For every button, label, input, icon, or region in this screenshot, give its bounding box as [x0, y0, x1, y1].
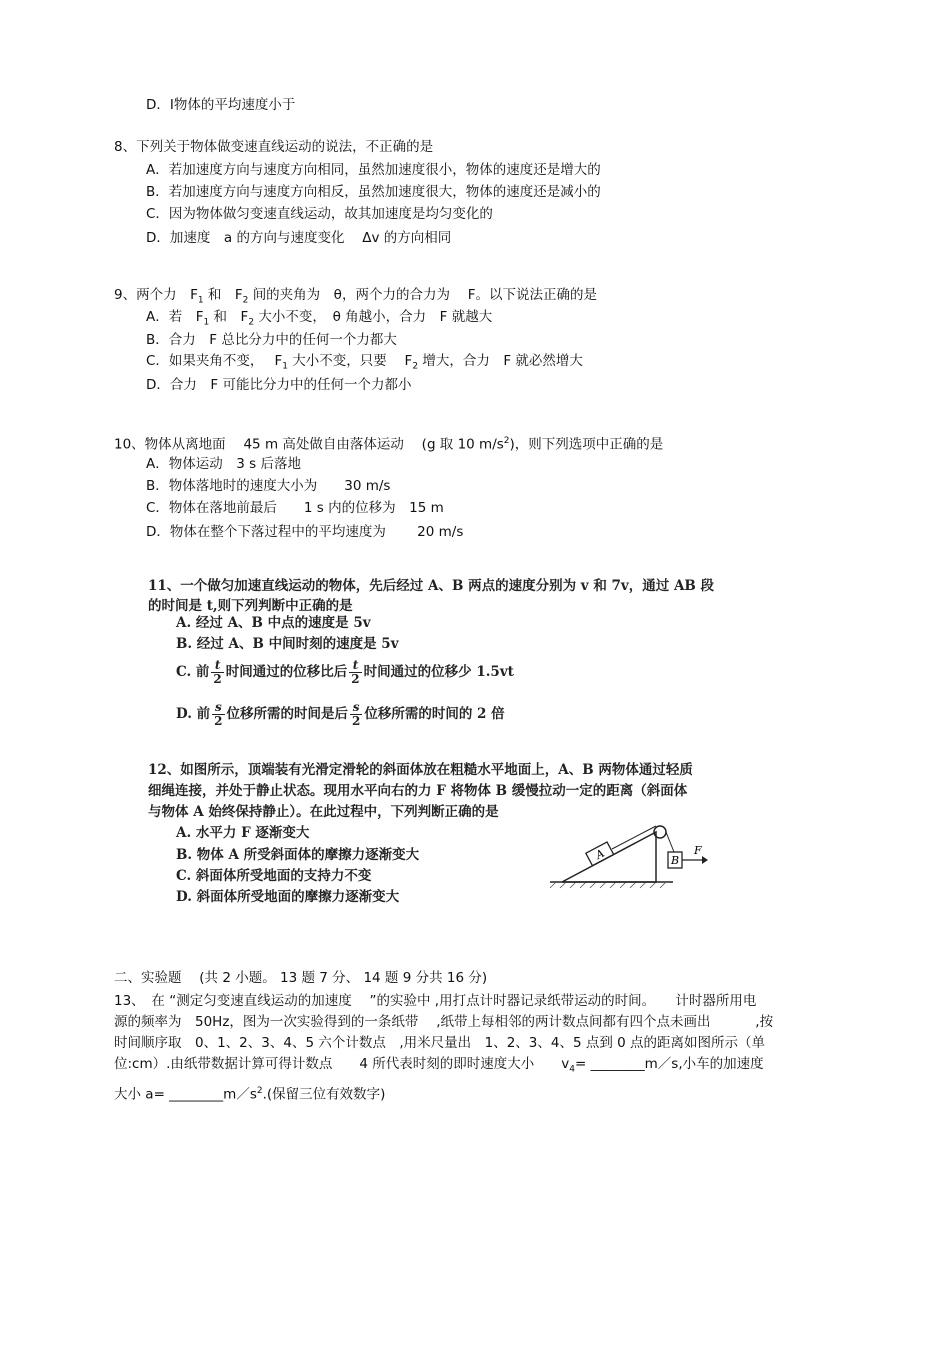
q11-stem-line1: 11、一个做匀加速直线运动的物体，先后经过 A、B 两点的速度分别为 v 和 7v，通过 AB 段: [148, 578, 715, 594]
block-a: [586, 842, 614, 866]
q11-stem-line2: 的时间是 t,则下列判断中正确的是: [148, 598, 353, 614]
ground-hatching: [550, 882, 666, 888]
force-arrow-head: [702, 856, 708, 864]
q9-option-a: A．若 $F_1$ 和 $F_2$ 大小不变， θ 角越小，合力 F 就越大: [146, 309, 493, 328]
q7-option-d: D．Ⅰ物体的平均速度小于: [146, 97, 296, 113]
q10-option-d: D．物体在整个下落过程中的平均速度为 20 m/s: [146, 524, 464, 540]
q11-option-c: C. 前 $\frac{t}{2}$ 时间通过的位移比后 $\frac{t}{2}$ 时间通过的位移少 1.5vt: [176, 658, 514, 686]
rope-incline: [612, 826, 656, 849]
q12-option-a: A. 水平力 F 逐渐变大: [176, 825, 310, 841]
q9-option-b: B．合力 F 总比分力中的任何一个力都大: [146, 332, 397, 348]
q8-option-b: B．若加速度方向与速度方向相反，虽然加速度很大，物体的速度还是减小的: [146, 184, 601, 200]
fraction-t-over-2: $\frac{t}{2}$: [213, 658, 222, 686]
q12-stem-line1: 12、如图所示，顶端装有光滑定滑轮的斜面体放在粗糙水平地面上，A、B 两物体通过轻质: [148, 762, 693, 778]
fraction-s-over-2: $\frac{s}{2}$: [352, 700, 361, 728]
q10-option-c: C．物体在落地前最后 1 s 内的位移为 15 m: [146, 500, 444, 516]
q8-stem: 8、下列关于物体做变速直线运动的说法，不正确的是: [114, 139, 434, 155]
fraction-s-over-2: $\frac{s}{2}$: [214, 700, 223, 728]
fraction-t-over-2: $\frac{t}{2}$: [351, 658, 360, 686]
section-2-title: 二、实验题 (共 2 小题。 13 题 7 分、 14 题 9 分共 16 分): [114, 970, 488, 986]
q13-paragraph: 13、 在 “测定匀变速直线运动的加速度 ”的实验中 ,用打点计时器记录纸带运动的时间。 计时器所用电 源的频率为 50Hz，图为一次实验得到的一条纸带 ,纸带上每相邻的两计数点间都有四个点未画出 ,按 时间顺序取 0、1、2、3、4、5 六个计数点 ,用米尺量出 1、2、3、4、5 点到 0 点的距离如图所示（单 位:cm）.由纸带数据计算可得计数点 4 所代表时刻的即时速度大小 $v_4=$ ________m／s,小车的加速度 大小 $a= \_\_\_\_\_\_\_\_m/s^2$.(保留三位有效数字): [114, 993, 774, 1103]
rope-to-b: [666, 832, 674, 852]
q8-option-d: D．加速度 a 的方向与速度变化 Δv 的方向相同: [146, 230, 452, 246]
block-b-label: B: [670, 854, 680, 867]
q11-option-b: B. 经过 A、B 中间时刻的速度是 5v: [176, 636, 399, 652]
incline-pulley-figure: [548, 820, 728, 890]
force-label: F: [694, 844, 702, 857]
q11-option-d: D. 前 $\frac{s}{2}$ 位移所需的时间是后 $\frac{s}{2}$ 位移所需的时间的 2 倍: [176, 700, 505, 728]
q8-option-a: A．若加速度方向与速度方向相同，虽然加速度很小，物体的速度还是增大的: [146, 162, 601, 178]
q9-option-d: D．合力 F 可能比分力中的任何一个力都小: [146, 377, 412, 393]
q9-stem: 9、两个力 $F_1$ 和 $F_2$ 间的夹角为 θ，两个力的合力为 F。以下说法正确的是: [114, 287, 598, 306]
q12-stem-line3: 与物体 A 始终保持静止）。在此过程中，下列判断正确的是: [148, 804, 499, 820]
q12-stem-line2: 细绳连接，并处于静止状态。现用水平向右的力 F 将物体 B 缓慢拉动一定的距离（斜面体: [148, 783, 688, 799]
q10-option-a: A．物体运动 3 s 后落地: [146, 456, 301, 472]
svg-text:A: A: [593, 846, 607, 862]
q12-option-d: D. 斜面体所受地面的摩擦力逐渐变大: [176, 889, 400, 905]
q8-option-c: C．因为物体做匀变速直线运动，故其加速度是均匀变化的: [146, 206, 493, 222]
q10-stem: 10、物体从离地面 45 m 高处做自由落体运动 (g 取 10 $m/s^2$)，则下列选项中正确的是: [114, 436, 664, 453]
q11-option-a: A. 经过 A、B 中点的速度是 5v: [176, 615, 371, 631]
q10-option-b: B．物体落地时的速度大小为 30 m/s: [146, 478, 391, 494]
q12-option-c: C. 斜面体所受地面的支持力不变: [176, 868, 372, 884]
q9-option-c: C．如果夹角不变， $F_1$ 大小不变，只要 $F_2$ 增大，合力 F 就必然增大: [146, 353, 583, 372]
q12-option-b: B. 物体 A 所受斜面体的摩擦力逐渐变大: [176, 847, 420, 863]
